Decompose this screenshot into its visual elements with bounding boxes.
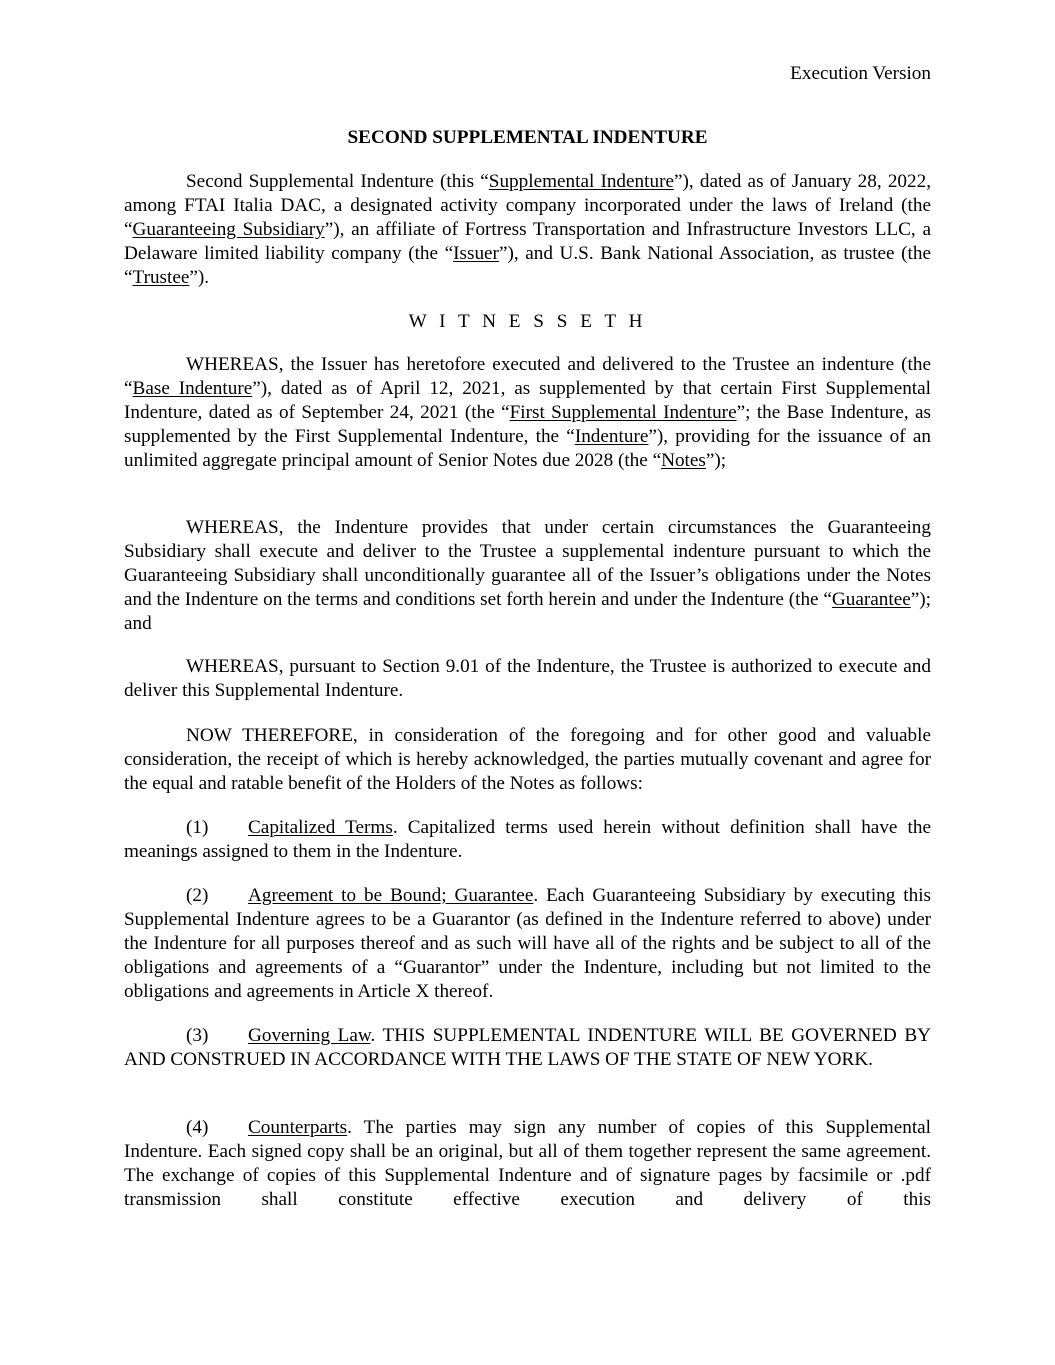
now-therefore-paragraph: NOW THEREFORE, in consideration of the foregoing and for other good and valuable consideration, the receipt of which is hereby acknowledged, the parties mutually covenant and agree for the equal and ratable benefit of the Holders of the Notes as follows: <box>124 725 931 794</box>
section-4: (4) Counterparts. The parties may sign any number of copies of this Supplemental Indenture. Each signed copy shall be an original, but all of them together represent the same agreement. The exchange of copies of this Supplemental Indenture and of signature pages by facsimile or .pdf transmission shall constitute effective execution and delivery of this <box>124 1117 931 1210</box>
whereas-paragraph-1: WHEREAS, the Issuer has heretofore executed and delivered to the Trustee an indenture (the “Base Indenture”), dated as of April 12, 2021, as supplemented by that certain First Supplemental Indenture, dated as of September 24, 2021 (the “First Supplemental Indenture”; the Base Indenture, as supplemented by the First Supplemental Indenture, the “Indenture”), providing for the issuance of an unlimited aggregate principal amount of Senior Notes due 2028 (the “Notes”); <box>124 354 931 471</box>
section-heading: Capitalized Terms <box>248 817 393 838</box>
intro-paragraph: Second Supplemental Indenture (this “Supplemental Indenture”), dated as of January 28, 2022, among FTAI Italia DAC, a designated activity company incorporated under the laws of Ireland (the “Guaranteeing Subsidiary”), an affiliate of Fortress Transportation and Infrastructure Investors LLC, a Delaware limited liability company (the “Issuer”), and U.S. Bank National Association, as trustee (the “Trustee”). <box>124 171 931 288</box>
defined-term: Trustee <box>132 267 190 288</box>
defined-term: Notes <box>661 450 706 471</box>
section-3: (3) Governing Law. THIS SUPPLEMENTAL INDENTURE WILL BE GOVERNED BY AND CONSTRUED IN ACCORDANCE WITH THE LAWS OF THE STATE OF NEW YORK. <box>124 1025 931 1070</box>
section-number: (1) <box>186 817 209 838</box>
defined-term: Guaranteeing Subsidiary <box>132 219 325 240</box>
section-1: (1) Capitalized Terms. Capitalized terms used herein without definition shall have the meanings assigned to them in the Indenture. <box>124 817 932 862</box>
defined-term: Supplemental Indenture <box>488 171 674 192</box>
section-heading: Counterparts <box>248 1117 348 1138</box>
execution-version-label: Execution Version <box>790 63 931 84</box>
whereas-paragraph-2: WHEREAS, the Indenture provides that under certain circumstances the Guaranteeing Subsidiary shall execute and deliver to the Trustee a supplemental indenture pursuant to which the Guaranteeing Subsidiary shall unconditionally guarantee all of the Issuer’s obligations under the Notes and the Indenture on the terms and conditions set forth herein and under the Indenture (the “Guarantee”); and <box>124 517 931 634</box>
defined-term: Guarantee <box>831 589 911 610</box>
defined-term: Indenture <box>574 426 649 447</box>
defined-term: Base Indenture <box>132 378 253 399</box>
section-number: (2) <box>186 885 209 906</box>
section-number: (4) <box>186 1117 209 1138</box>
document-title: SECOND SUPPLEMENTAL INDENTURE <box>347 127 708 148</box>
section-2: (2) Agreement to be Bound; Guarantee. Each Guaranteeing Subsidiary by executing this Supplemental Indenture agrees to be a Guarantor (as defined in the Indenture referred to above) under the Indenture for all purposes thereof and as such will have all of the rights and be subject to all of the obligations and agreements of a “Guarantor” under the Indenture, including but not limited to the obligations and agreements in Article X thereof. <box>124 885 932 1002</box>
whereas-paragraph-3: WHEREAS, pursuant to Section 9.01 of the Indenture, the Trustee is authorized to execute and deliver this Supplemental Indenture. <box>124 656 931 701</box>
defined-term: First Supplemental Indenture <box>509 402 737 423</box>
section-number: (3) <box>186 1025 209 1046</box>
witnesseth-heading: W I T N E S S E T H <box>408 311 647 332</box>
section-heading: Governing Law <box>248 1025 371 1046</box>
section-heading: Agreement to be Bound; Guarantee <box>248 885 534 906</box>
defined-term: Issuer <box>453 243 499 264</box>
